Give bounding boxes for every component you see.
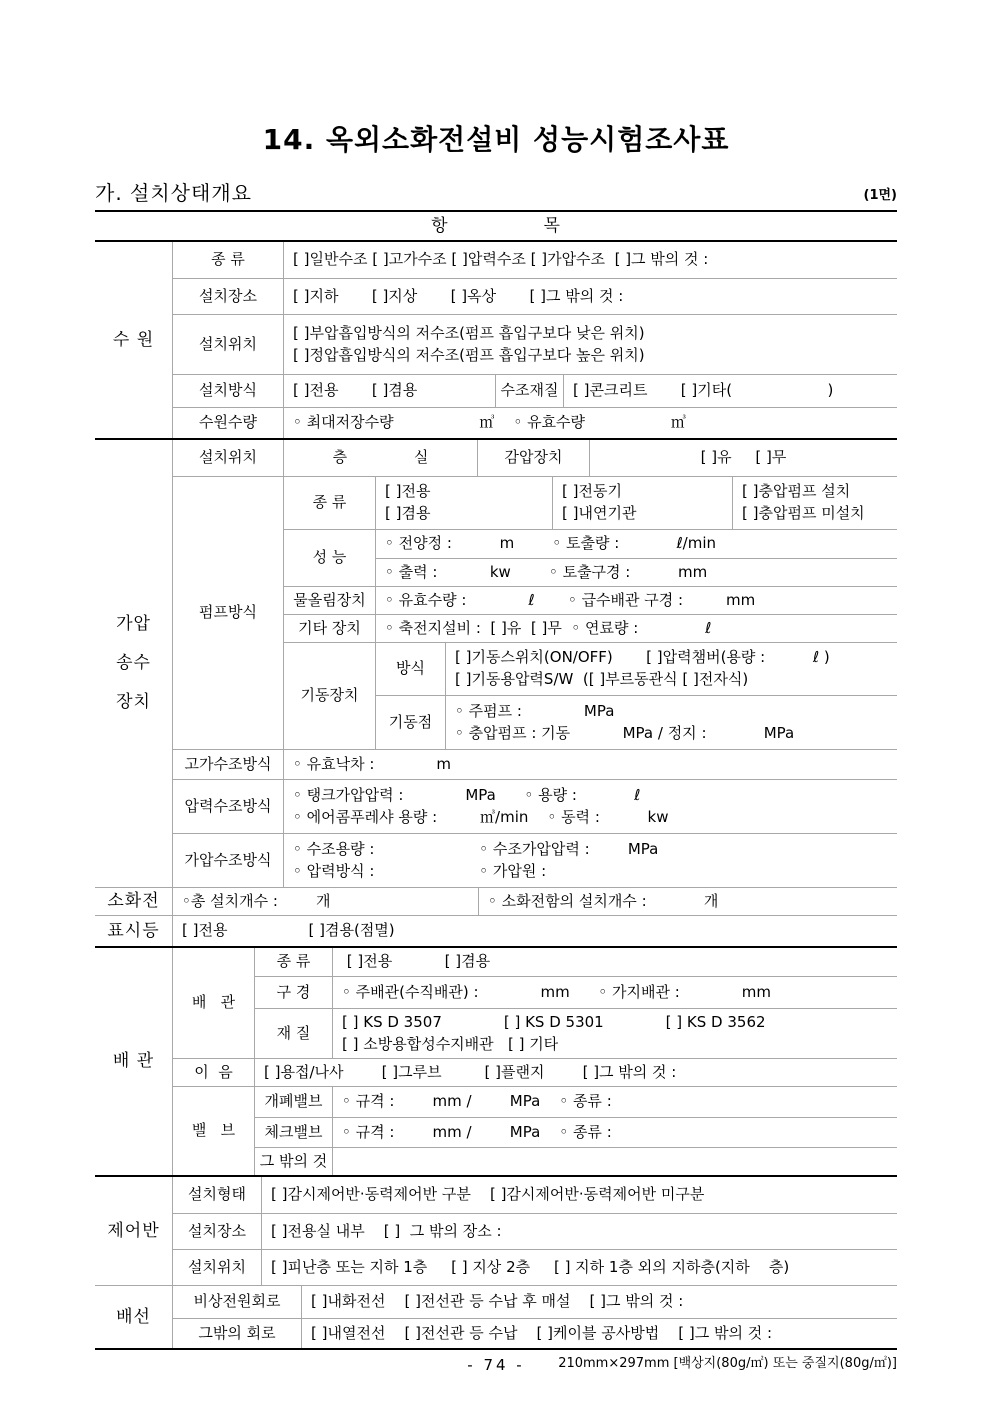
row-label-other-circuit: 그밖의 회로 [198,1323,276,1342]
starting-device-block [284,642,897,749]
table-row [173,1213,897,1249]
page-marker: (1면) [863,188,897,203]
row-content-hydrant-box-count: ◦ 소화전함의 설치개수 : 개 [478,888,897,915]
row-label-install-position: 설치위치 [199,448,257,467]
table-row [255,1117,897,1147]
row-content-water-quantity: ◦ 최대저장수량 ㎥ ◦ 유효수량 ㎥ [283,408,897,438]
row-label-starting-device: 기동장치 [300,686,359,705]
group-label-piping: 배 관 [112,1051,155,1072]
section-heading: 가. 설치상태개요 [95,181,252,205]
row-content-jockey-pump: [ ]충압펌프 설치 [ ]충압펌프 미설치 [732,477,897,529]
table-row [173,833,897,887]
row-label-install-position: 설치위치 [199,334,257,353]
row-label-install-place: 설치장소 [199,286,257,305]
row-content-joint: [ ]용접/나사 [ ]그루브 [ ]플랜지 [ ]그 밖의 것 : [254,1059,897,1086]
page-number: - 74 - [467,1356,525,1374]
row-label-tank-material: 수조재질 [495,375,563,407]
group-label-control-panel: 제어반 [107,1220,160,1241]
row-label-water-quantity: 수원수량 [199,413,257,432]
table-row [255,948,897,976]
table-row [255,1087,897,1117]
row-label-install-position: 설치위치 [188,1257,246,1276]
page-footer [95,1352,897,1380]
row-content-gate-valve: ◦ 규격 : mm / MPa ◦ 종류 : [332,1087,897,1117]
row-label-pump-method: 펌프방식 [199,603,257,622]
section-water-source [95,242,897,440]
header-mok: 목 [543,215,561,236]
table-row [173,407,897,438]
group-label-pressurizing-device: 가압 송수 장치 [116,613,151,713]
table-row [173,242,897,278]
group-label-hydrant: 소화전 [107,891,160,912]
table-row [376,558,897,586]
pipe-block [173,948,897,1058]
row-label-pipe: 배 관 [191,993,236,1012]
valve-block [173,1086,897,1175]
pressurizing-device-rows [172,440,897,887]
table-row [173,1286,897,1318]
row-content-install-position: [ ]부압흡입방식의 저수조(펌프 흡입구보다 낮은 위치) [ ]정압흡입방식의 저수조(펌프 흡입구보다 높은 위치) [283,315,897,374]
table-row [173,1249,897,1285]
row-content-start-method: [ ]기동스위치(ON/OFF) [ ]압력챔버(용량 : ℓ ) [ ]기동용압력S/W ([ ]부르동관식 [ ]전자식) [445,643,897,695]
row-label-type: 종 류 [211,250,245,269]
row-label-joint: 이 음 [194,1062,233,1081]
group-label-water-source: 수 원 [112,329,155,350]
row-content-priming-device: ◦ 유효수량 : ℓ ◦ 급수배관 구경 : mm [375,587,897,614]
row-label-emergency-circuit: 비상전원회로 [193,1292,281,1311]
table-row [376,530,897,558]
row-label-pipe-diameter: 구 경 [276,982,311,1001]
table-row [173,1058,897,1086]
section-control-panel [95,1177,897,1286]
table-row [173,779,897,833]
group-label-wiring: 배선 [116,1306,151,1327]
section-wiring [95,1286,897,1350]
table-row [173,1318,897,1348]
section-hydrant [95,888,897,916]
row-content-type: [ ]일반수조 [ ]고가수조 [ ]압력수조 [ ]가압수조 [ ]그 밖의 것 : [283,242,897,278]
table-header-row [95,212,897,242]
row-content-start-point: ◦ 주펌프 : MPa ◦ 충압펌프 : 기동 MPa / 정지 : MPa [445,696,897,749]
table-row [173,749,897,779]
pump-method-block [173,476,897,749]
row-content-indicator-lamp: [ ]전용 [ ]겸용(점멸) [172,916,897,946]
row-content-other-device: ◦ 축전지설비 : [ ]유 [ ]무 ◦ 연료량 : ℓ [375,615,897,642]
row-label-decompression-device: 감압장치 [477,440,589,476]
valve-rows [254,1087,897,1175]
section-indicator-lamp [95,916,897,948]
row-content-install-place: [ ]전용실 내부 [ ] 그 밖의 장소 : [261,1214,897,1249]
row-label-valve: 밸 브 [191,1121,236,1140]
row-content-check-valve: ◦ 규격 : mm / MPa ◦ 종류 : [332,1118,897,1147]
table-row [376,695,897,749]
row-content-pipe-material: [ ] KS D 3507 [ ] KS D 5301 [ ] KS D 3562 [ ] 소방용합성수지배관 [ ] 기타 [332,1009,897,1058]
water-source-rows [172,242,897,438]
row-label-check-valve: 체크밸브 [264,1122,323,1141]
row-content-install-place: [ ]지하 [ ]지상 [ ]옥상 [ ]그 밖의 것 : [283,279,897,314]
row-content-pump-drive: [ ]전동기 [ ]내연기관 [552,477,732,529]
row-content-decompression-device: [ ]유 [ ]무 [589,440,897,476]
table-row [255,976,897,1008]
piping-rows [172,948,897,1175]
section-pressurizing-device [95,440,897,888]
table-row [255,1147,897,1175]
row-content-other-valve [332,1148,897,1175]
row-label-pressurized-tank: 가압수조방식 [184,850,272,869]
control-panel-rows [172,1177,897,1285]
row-label-start-method: 방식 [396,659,425,678]
row-label-install-form: 설치형태 [188,1185,246,1204]
row-content-install-form: [ ]감시제어반·동력제어반 구분 [ ]감시제어반·동력제어반 미구분 [261,1177,897,1213]
survey-table [95,210,897,1350]
row-content-output-bore: ◦ 출력 : kw ◦ 토출구경 : mm [385,562,708,581]
row-label-pipe-type: 종 류 [276,952,311,971]
header-hang: 항 [431,215,449,236]
row-label-priming-device: 물올림장치 [293,590,366,609]
row-label-start-point: 기동점 [388,712,433,731]
row-label-pipe-material: 재 질 [276,1023,311,1042]
row-content-pressure-tank: ◦ 탱크가압압력 : MPa ◦ 용량 : ℓ ◦ 에어콤푸레샤 용량 : ㎥/min ◦ 동력 : kw [283,780,897,833]
performance-rows [375,530,897,586]
row-content-head-flow: ◦ 전양정 : m ◦ 토출량 : ℓ/min [385,534,717,553]
table-row [173,1177,897,1213]
row-content-pipe-type: [ ]전용 [ ]겸용 [332,948,897,976]
table-row [284,586,897,614]
table-row [173,440,897,476]
table-row [284,477,897,529]
row-label-other-device: 기타 장치 [298,618,361,637]
row-label-elevated-tank: 고가수조방식 [184,754,272,773]
table-row [284,614,897,642]
table-row [376,643,897,695]
paper-spec-note: 210mm×297mm [백상지(80g/㎡) 또는 중질지(80g/㎡)] [558,1356,897,1371]
row-content-install-position: [ ]피난층 또는 지하 1층 [ ] 지상 2층 [ ] 지하 1층 외의 지하층(지하 층) [261,1250,897,1285]
group-label-indicator-lamp: 표시등 [107,920,160,941]
table-row [173,278,897,314]
table-row [173,374,897,407]
row-label-install-place: 설치장소 [188,1221,246,1240]
row-label-gate-valve: 개폐밸브 [264,1092,323,1111]
starting-device-rows [375,643,897,749]
wiring-rows [172,1286,897,1348]
row-content-pump-use: [ ]전용 [ ]겸용 [375,477,552,529]
row-label-other-valve: 그 밖의 것 [259,1151,328,1170]
row-label-install-method: 설치방식 [199,381,257,400]
row-content-emergency-circuit: [ ]내화전선 [ ]전선관 등 수납 후 매설 [ ]그 밖의 것 : [301,1286,897,1318]
table-row [255,1008,897,1058]
row-content-install-method: [ ]전용 [ ]겸용 [283,375,495,407]
page-title: 14. 옥외소화전설비 성능시험조사표 [262,123,730,156]
row-content-elevated-tank: ◦ 유효낙차 : m [283,750,897,779]
table-row [173,314,897,374]
row-label-pump-type: 종 류 [312,493,347,512]
row-content-hydrant-count: ◦총 설치개수 : 개 [172,888,478,915]
row-label-performance: 성 능 [312,548,347,567]
pump-method-rows [283,477,897,749]
row-content-tank-material: [ ]콘크리트 [ ]기타( ) [563,375,897,407]
row-content-pipe-diameter: ◦ 주배관(수직배관) : mm ◦ 가지배관 : mm [332,977,897,1008]
row-content-floor-room: 층 실 [283,440,477,476]
pipe-rows [254,948,897,1058]
row-content-other-circuit: [ ]내열전선 [ ]전선관 등 수납 [ ]케이블 공사방법 [ ]그 밖의 것 : [301,1319,897,1348]
row-content-pressurized-tank: ◦ 수조용량 : ◦ 수조가압압력 : MPa ◦ 압력방식 : ◦ 가압원 : [283,834,897,887]
row-label-pressure-tank: 압력수조방식 [184,796,272,815]
section-heading-row [95,170,897,206]
pump-performance-block [284,529,897,586]
section-piping [95,948,897,1177]
